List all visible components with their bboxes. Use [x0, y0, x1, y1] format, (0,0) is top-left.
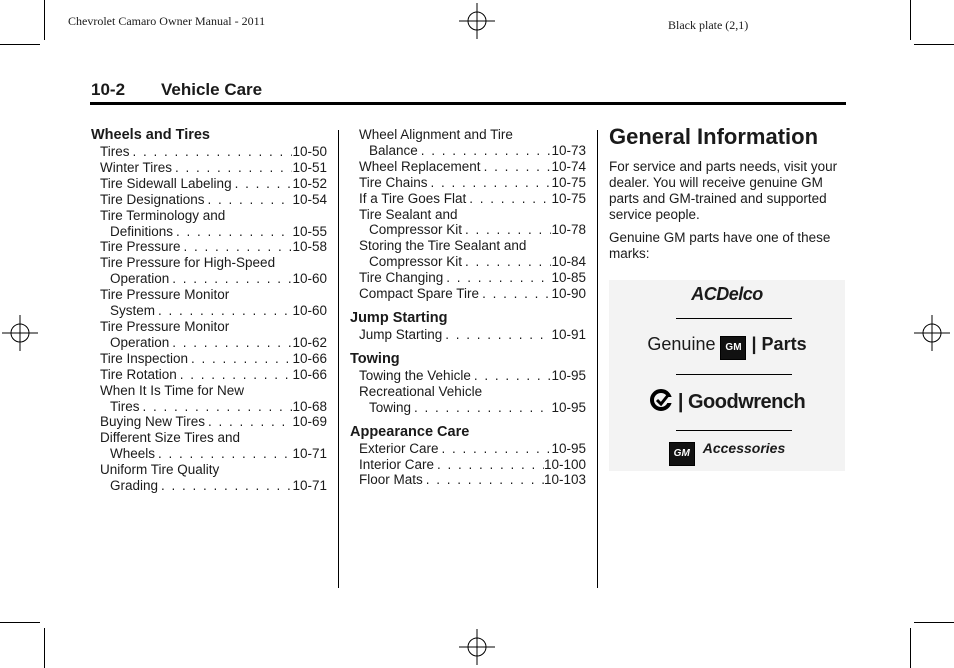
toc-entry-text: Operation — [110, 271, 170, 287]
toc-entry-text: Tire Chains — [359, 174, 428, 190]
section-rule — [90, 102, 846, 105]
leader-dots — [428, 175, 552, 191]
toc-entry-text: Wheels — [110, 446, 156, 462]
toc-entry[interactable] — [100, 160, 327, 176]
leader-dots — [205, 414, 292, 430]
section-number: 10-2 — [91, 80, 126, 99]
toc-list — [350, 368, 586, 416]
leader-dots — [418, 143, 552, 159]
toc-entry-text: Definitions — [110, 223, 174, 239]
crop-mark — [910, 0, 911, 40]
toc-entry[interactable] — [100, 208, 327, 240]
goodwrench-mark-icon — [649, 388, 673, 412]
leader-dots — [434, 457, 544, 473]
crop-mark — [914, 622, 954, 623]
leader-dots — [479, 286, 551, 302]
toc-page-number: 10-103 — [543, 472, 586, 488]
toc-entry-text: Wheel Alignment and Tire — [359, 127, 513, 142]
toc-entry-text: Tire Inspection — [100, 350, 189, 366]
toc-page-number: 10-52 — [292, 175, 327, 191]
toc-page-number: 10-60 — [292, 303, 327, 319]
gm-accessories-logo: GM Accessories — [609, 440, 845, 466]
toc-list — [350, 327, 586, 343]
toc-page-number: 10-84 — [551, 254, 586, 270]
column-divider — [597, 130, 598, 588]
leader-dots — [155, 303, 292, 319]
crop-mark — [910, 628, 911, 668]
toc-heading: Appearance Care — [350, 423, 470, 440]
toc-entry-text: Grading — [110, 478, 159, 494]
running-header-title: Chevrolet Camaro Owner Manual - 2011 — [68, 14, 266, 28]
toc-entry[interactable] — [359, 175, 586, 191]
toc-entry-text: Operation — [110, 334, 170, 350]
toc-page-number: 10-90 — [551, 286, 586, 302]
toc-page-number: 10-78 — [551, 222, 586, 238]
toc-entry-text: Wheel Replacement — [359, 158, 481, 174]
toc-page-number: 10-95 — [551, 440, 586, 456]
section-title: Vehicle Care — [161, 80, 263, 99]
crop-mark — [914, 44, 954, 45]
leader-dots — [462, 222, 551, 238]
toc-entry[interactable] — [100, 176, 327, 192]
gm-logo-icon: GM — [720, 336, 746, 360]
toc-entry[interactable] — [359, 159, 586, 175]
leader-dots — [158, 478, 292, 494]
toc-page-number: 10-60 — [292, 271, 327, 287]
toc-entry-text: Interior Care — [359, 456, 435, 472]
toc-heading: Jump Starting — [350, 309, 448, 326]
toc-entry[interactable] — [359, 207, 586, 239]
toc-page-number: 10-55 — [292, 223, 327, 239]
gm-marks-panel — [609, 280, 845, 471]
leader-dots — [481, 159, 552, 175]
plate-label: Black plate (2,1) — [668, 18, 749, 32]
toc-entry[interactable] — [100, 192, 327, 208]
toc-entry[interactable] — [359, 457, 586, 473]
toc-page-number: 10-95 — [551, 367, 586, 383]
divider — [676, 318, 792, 319]
toc-entry-text: Tire Rotation — [100, 366, 177, 382]
leader-dots — [411, 400, 551, 416]
toc-page-number: 10-66 — [292, 350, 327, 366]
registration-mark-icon — [459, 3, 495, 39]
toc-entry-text: Towing the Vehicle — [359, 367, 471, 383]
toc-page-number: 10-50 — [292, 144, 327, 159]
toc-entry-text: Tire Pressure — [100, 239, 181, 255]
toc-entry-text: Tire Pressure Monitor — [100, 287, 230, 303]
acdelco-logo: ACDelco — [691, 284, 763, 304]
toc-entry-text: Tire Pressure Monitor — [100, 318, 230, 334]
leader-dots — [471, 368, 552, 384]
toc-entry-text: Tire Sealant and — [359, 206, 458, 222]
toc-list — [350, 441, 586, 489]
page-title: General Information — [609, 124, 819, 149]
toc-entry-text: If a Tire Goes Flat — [359, 190, 467, 206]
toc-entry[interactable] — [100, 414, 327, 430]
toc-page-number: 10-95 — [551, 399, 586, 415]
leader-dots — [423, 472, 544, 488]
toc-entry[interactable] — [100, 367, 327, 383]
toc-entry[interactable] — [100, 255, 327, 287]
leader-dots — [466, 191, 551, 207]
toc-entry[interactable] — [359, 472, 586, 488]
genuine-gm-parts-logo: Genuine GM | Parts — [609, 334, 845, 360]
leader-dots — [205, 192, 293, 208]
leader-dots — [155, 446, 292, 462]
toc-page-number: 10-75 — [551, 190, 586, 206]
toc-entry-text: Tire Pressure for High-Speed — [100, 255, 276, 271]
toc-entry-text: Tires — [110, 398, 140, 414]
toc-entry-text: Exterior Care — [359, 440, 439, 456]
toc-entry-text: Towing — [369, 399, 412, 415]
gm-logo-icon: GM — [669, 442, 695, 466]
leader-dots — [443, 270, 551, 286]
toc-entry-text: Balance — [369, 142, 418, 158]
toc-entry-text: System — [110, 303, 156, 319]
toc-page-number: 10-51 — [292, 159, 327, 175]
toc-entry[interactable] — [100, 430, 327, 462]
toc-page-number: 10-71 — [292, 446, 327, 462]
toc-page-number: 10-54 — [292, 191, 327, 207]
toc-entry[interactable] — [100, 383, 327, 415]
toc-entry-text: Tire Sidewall Labeling — [100, 175, 232, 191]
toc-page-number: 10-71 — [292, 478, 327, 494]
toc-entry[interactable] — [359, 384, 586, 416]
goodwrench-logo: | Goodwrench — [609, 388, 845, 414]
toc-entry[interactable] — [359, 368, 586, 384]
crop-mark — [44, 628, 45, 668]
toc-page-number: 10-75 — [551, 174, 586, 190]
toc-entry-text: Different Size Tires and — [100, 430, 241, 446]
toc-list — [91, 144, 327, 494]
toc-entry[interactable] — [100, 351, 327, 367]
toc-entry[interactable] — [100, 239, 327, 255]
toc-entry-text: Tire Changing — [359, 270, 444, 286]
toc-entry-text: Winter Tires — [100, 159, 173, 175]
toc-entry[interactable] — [359, 286, 586, 302]
toc-entry-text: Tire Designations — [100, 191, 205, 207]
toc-page-number: 10-100 — [543, 456, 586, 472]
body-paragraph: For service and parts needs, visit your dealer. You will receive genuine GM parts and GM-trained and supported service people. — [609, 159, 838, 222]
toc-page-number: 10-69 — [292, 414, 327, 430]
crop-mark — [0, 622, 40, 623]
divider — [676, 430, 792, 431]
registration-mark-icon — [914, 315, 950, 351]
body-paragraph: Genuine GM parts have one of these marks: — [609, 230, 831, 261]
toc-page-number: 10-66 — [292, 366, 327, 382]
leader-dots — [181, 239, 293, 255]
toc-entry-text: Jump Starting — [359, 326, 443, 342]
toc-entry[interactable] — [100, 287, 327, 319]
toc-list — [350, 127, 586, 302]
toc-entry-text: Tires — [100, 144, 130, 159]
leader-dots — [439, 441, 552, 457]
toc-heading: Wheels and Tires — [91, 127, 210, 143]
toc-entry-text: When It Is Time for New — [100, 382, 245, 398]
toc-heading: Towing — [350, 350, 400, 367]
leader-dots — [188, 351, 292, 367]
toc-page-number: 10-91 — [551, 326, 586, 342]
leader-dots — [169, 335, 292, 351]
toc-entry-text: Floor Mats — [359, 472, 423, 488]
toc-page-number: 10-74 — [551, 158, 586, 174]
registration-mark-icon — [2, 315, 38, 351]
leader-dots — [177, 367, 293, 383]
registration-mark-icon — [459, 629, 495, 665]
crop-mark — [44, 0, 45, 40]
toc-entry[interactable] — [100, 144, 327, 160]
toc-entry-text: Recreational Vehicle — [359, 383, 483, 399]
section-header — [91, 80, 262, 100]
toc-page-number: 10-62 — [292, 334, 327, 350]
crop-mark — [0, 44, 40, 45]
toc-entry[interactable] — [359, 127, 586, 159]
toc-entry-text: Tire Terminology and — [100, 207, 226, 223]
toc-entry[interactable] — [100, 462, 327, 494]
toc-entry-text: Buying New Tires — [100, 414, 206, 430]
toc-entry-text: Uniform Tire Quality — [100, 462, 220, 478]
leader-dots — [173, 224, 292, 240]
leader-dots — [232, 176, 293, 192]
toc-entry-text: Compact Spare Tire — [359, 286, 480, 302]
toc-page-number: 10-68 — [292, 398, 327, 414]
leader-dots — [130, 144, 293, 160]
column-divider — [338, 130, 339, 588]
toc-entry-text: Compressor Kit — [369, 254, 463, 270]
leader-dots — [172, 160, 292, 176]
toc-entry-text: Compressor Kit — [369, 222, 463, 238]
toc-entry[interactable] — [359, 270, 586, 286]
toc-column-2 — [350, 127, 586, 488]
leader-dots — [442, 327, 551, 343]
leader-dots — [169, 271, 292, 287]
toc-entry[interactable] — [100, 319, 327, 351]
toc-page-number: 10-73 — [551, 142, 586, 158]
toc-column-1 — [91, 127, 327, 494]
toc-entry[interactable] — [359, 191, 586, 207]
toc-entry-text: Storing the Tire Sealant and — [359, 238, 527, 254]
leader-dots — [140, 399, 293, 415]
toc-entry[interactable] — [359, 441, 586, 457]
toc-entry[interactable] — [359, 238, 586, 270]
leader-dots — [462, 254, 551, 270]
toc-page-number: 10-85 — [551, 270, 586, 286]
toc-page-number: 10-58 — [292, 239, 327, 255]
toc-entry[interactable] — [359, 327, 586, 343]
divider — [676, 374, 792, 375]
